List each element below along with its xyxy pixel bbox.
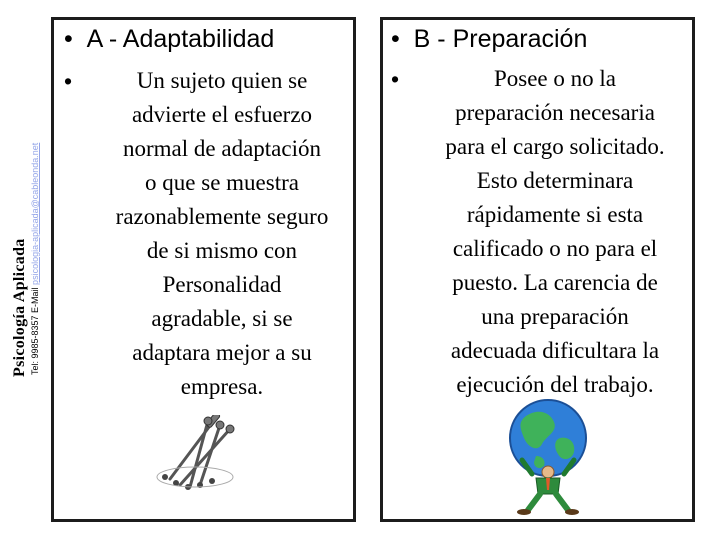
tools-nails-icon [150, 415, 250, 493]
text-line: ejecución del trabajo. [456, 372, 654, 397]
adaptability-text [90, 64, 354, 404]
text-line: preparación necesaria [455, 100, 655, 125]
adaptability-heading-text: A - Adaptabilidad [86, 25, 275, 53]
preparation-bullet [391, 62, 693, 402]
text-line: empresa. [180, 374, 264, 399]
preparation-heading [391, 25, 587, 54]
text-line: para el cargo solicitado. [445, 134, 665, 159]
heading-bullet: • [391, 25, 400, 53]
email-link[interactable]: psicologia-aplicada@cableonda.net [30, 142, 40, 285]
text-line: puesto. La carencia de [452, 270, 658, 295]
contact-line [30, 143, 40, 375]
text-line: adecuada dificultara la [450, 338, 660, 363]
text-line: de si mismo con [146, 238, 298, 263]
text-line: Posee o no la [493, 66, 616, 91]
text-line: Personalidad [162, 272, 282, 297]
text-line: Un sujeto quien se [136, 68, 308, 93]
adaptability-heading [64, 25, 274, 54]
text-line: adaptara mejor a su [132, 340, 312, 365]
text-line: rápidamente si esta [466, 202, 644, 227]
preparation-text [417, 62, 693, 402]
adaptability-bullet [64, 64, 354, 404]
brand-title: Psicología Aplicada [11, 238, 28, 377]
heading-bullet: • [64, 25, 73, 53]
text-line: o que se muestra [145, 170, 299, 195]
text-line: agradable, si se [151, 306, 293, 331]
contact-phone: Tel: 9985-8357 E-Mail [30, 284, 40, 375]
text-line: razonablemente seguro [115, 204, 329, 229]
preparation-heading-text: B - Preparación [413, 25, 588, 53]
text-line: normal de adaptación [123, 136, 321, 161]
text-line: Esto determinara [476, 168, 634, 193]
bullet-dot: • [64, 68, 73, 94]
text-line: advierte el esfuerzo [131, 102, 313, 127]
text-line: una preparación [481, 304, 629, 329]
man-carrying-globe-icon [488, 398, 608, 516]
text-line: calificado o no para el [452, 236, 658, 261]
bullet-dot: • [391, 66, 400, 92]
